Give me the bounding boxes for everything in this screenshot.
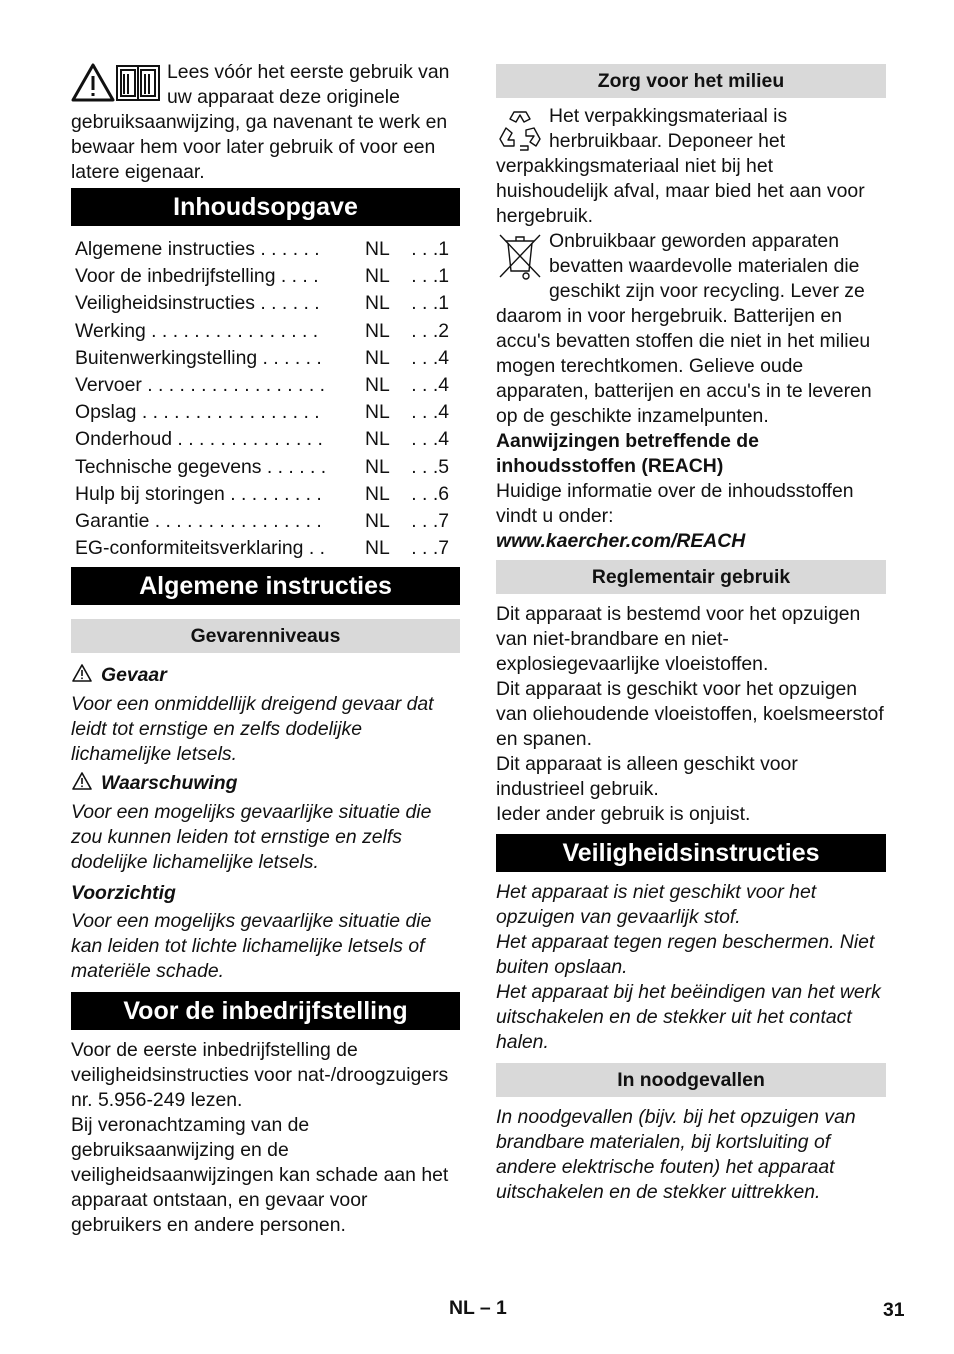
footer-lang-page: NL – 1	[449, 1297, 507, 1319]
toc-page: . . . 1	[405, 236, 449, 263]
toc-title: Technische gegevens . . .	[75, 454, 325, 481]
usage-text-4: Ieder ander gebruik is onjuist.	[496, 803, 751, 825]
startup-heading: Voor de inbedrijfstelling	[71, 992, 460, 1030]
general-heading: Algemene instructies	[71, 567, 460, 605]
toc-row[interactable]	[71, 318, 460, 345]
toc-lang: NL	[365, 455, 390, 478]
safety-text-2: Het apparaat tegen regen beschermen. Niet buiten opslaan.	[496, 931, 875, 978]
packaging-block	[496, 104, 886, 229]
warning-triangle-icon	[73, 65, 113, 100]
toc-lang: NL	[365, 537, 390, 560]
toc-title: EG-conformiteitsverklaring . . .	[75, 535, 325, 562]
toc-list	[71, 236, 460, 562]
danger-text: Voor een onmiddellijk dreigend gevaar dat leidt tot ernstige en zelfs dodelijke lichamelijke letsels.	[71, 693, 434, 766]
disposal-text: Onbruikbaar geworden apparaten bevatten waardevolle materialen die geschikt zijn voor recycling. Lever ze daarom in voor hergebruik. Batterijen en accu's bevatten stoffen die niet in het milieu mogen terechtkomen. Gelieve oude apparaten, batterijen en accu's in te leveren op de geschikte inzamelpunten.	[496, 230, 872, 427]
small-warning-icon	[71, 663, 93, 683]
toc-page: . . . 4	[405, 345, 449, 372]
usage-text-1: Dit apparaat is bestemd voor het opzuigen van niet-brandbare en niet-explosiegevaarlijke vloeistoffen.	[496, 603, 861, 675]
toc-row[interactable]	[71, 236, 460, 263]
reach-link[interactable]: www.kaercher.com/REACH	[496, 530, 746, 552]
right-column	[496, 64, 886, 1205]
toc-page: . . . 4	[405, 372, 449, 399]
toc-lang: NL	[365, 401, 390, 424]
toc-page: . . . 6	[405, 481, 449, 508]
toc-lang: NL	[365, 319, 390, 342]
reach-text: Huidige informatie over de inhoudsstoffen vindt u onder:	[496, 480, 854, 527]
toc-title: Vervoer . . .	[75, 372, 325, 399]
intro-icons	[71, 60, 163, 106]
safety-text-1: Het apparaat is niet geschikt voor het opzuigen van gevaarlijk stof.	[496, 881, 817, 928]
safety-text-3: Het apparaat bij het beëindigen van het werk uitschakelen en de stekker uit het contact halen.	[496, 981, 881, 1053]
warning-label-text: Waarschuwing	[101, 772, 238, 795]
toc-title: Veiligheidsinstructies . . .	[75, 290, 325, 317]
toc-row[interactable]	[71, 454, 460, 481]
recycle-icon	[496, 106, 544, 154]
toc-row[interactable]	[71, 372, 460, 399]
toc-page: . . . 7	[405, 535, 449, 562]
manual-book-icon	[117, 66, 159, 100]
toc-lang: NL	[365, 292, 390, 315]
toc-lang: NL	[365, 428, 390, 451]
toc-row[interactable]	[71, 290, 460, 317]
footer-page-number: 31	[883, 1299, 905, 1321]
usage-text-2: Dit apparaat is geschikt voor het opzuigen van oliehoudende vloeistoffen, koelsmeerstof en spanen.	[496, 678, 884, 750]
toc-row[interactable]	[71, 399, 460, 426]
intro-section	[71, 60, 460, 188]
warning-label	[71, 771, 460, 796]
left-column	[71, 60, 460, 1238]
disposal-block	[496, 229, 886, 429]
toc-page: . . . 5	[405, 454, 449, 481]
startup-text-1: Voor de eerste inbedrijfstelling de veiligheidsinstructies voor nat-/droogzuigers nr. 5.956-249 lezen.	[71, 1039, 449, 1112]
caution-label: Voorzichtig	[71, 882, 176, 905]
toc-row[interactable]	[71, 535, 460, 562]
toc-lang: NL	[365, 373, 390, 396]
toc-title: Hulp bij storingen . . .	[75, 481, 325, 508]
toc-row[interactable]	[71, 426, 460, 453]
toc-page: . . . 4	[405, 399, 449, 426]
toc-lang: NL	[365, 265, 390, 288]
toc-lang: NL	[365, 482, 390, 505]
toc-row[interactable]	[71, 345, 460, 372]
toc-title: Algemene instructies . . .	[75, 236, 325, 263]
startup-text-2: Bij veronachtzaming van de gebruiksaanwijzing en de veiligheidsaanwijzingen kan schade aan het apparaat ontstaan, en gevaar voor gebruikers en andere personen.	[71, 1114, 449, 1237]
toc-lang: NL	[365, 238, 390, 260]
toc-title: Werking . . .	[75, 318, 325, 345]
toc-title: Garantie . . .	[75, 508, 325, 535]
emergency-heading: In noodgevallen	[496, 1063, 886, 1097]
toc-row[interactable]	[71, 508, 460, 535]
toc-page: . . . 2	[405, 318, 449, 345]
crossed-bin-icon	[496, 229, 544, 281]
toc-lang: NL	[365, 509, 390, 532]
danger-label	[71, 663, 460, 688]
small-warning-icon	[71, 771, 93, 791]
warning-text: Voor een mogelijks gevaarlijke situatie die zou kunnen leiden tot ernstige en zelfs dodelijke lichamelijke letsels.	[71, 801, 432, 874]
toc-row[interactable]	[71, 263, 460, 290]
caution-text: Voor een mogelijks gevaarlijke situatie die kan leiden tot lichte lichamelijke letsels of materiële schade.	[71, 910, 432, 983]
toc-heading: Inhoudsopgave	[71, 188, 460, 226]
toc-page: . . . 1	[405, 263, 449, 290]
safety-heading: Veiligheidsinstructies	[496, 834, 886, 872]
toc-lang: NL	[365, 346, 390, 369]
toc-page: . . . 4	[405, 426, 449, 453]
toc-row[interactable]	[71, 481, 460, 508]
packaging-text: Het verpakkingsmateriaal is herbruikbaar. Deponeer het verpakkingsmateriaal niet bij het huishoudelijk afval, maar bied het aan voor hergebruik.	[496, 105, 865, 227]
environment-heading: Zorg voor het milieu	[496, 64, 886, 98]
warning-manual-icons	[71, 60, 163, 106]
emergency-text: In noodgevallen (bijv. bij het opzuigen van brandbare materialen, bij kortsluiting of andere elektrische fouten) het apparaat uitschakelen en de stekker uittrekken.	[496, 1106, 856, 1203]
usage-heading: Reglementair gebruik	[496, 560, 886, 594]
toc-page: . . . 7	[405, 508, 449, 535]
danger-label-text: Gevaar	[101, 664, 167, 687]
toc-title: Voor de inbedrijfstelling . . .	[75, 263, 325, 290]
toc-page: . . . 1	[405, 290, 449, 317]
toc-title: Onderhoud . . .	[75, 426, 325, 453]
reach-heading: Aanwijzingen betreffende de inhoudsstoffen (REACH)	[496, 430, 759, 477]
intro-text: Lees vóór het eerste gebruik van uw apparaat deze originele gebruiksaanwijzing, ga navenant te werk en bewaar hem voor later gebruik of voor een latere eigenaar.	[71, 61, 450, 183]
usage-text-3: Dit apparaat is alleen geschikt voor industrieel gebruik.	[496, 753, 798, 800]
toc-title: Buitenwerkingstelling . . .	[75, 345, 325, 372]
toc-title: Opslag . . .	[75, 399, 325, 426]
levels-heading: Gevarenniveaus	[71, 619, 460, 653]
